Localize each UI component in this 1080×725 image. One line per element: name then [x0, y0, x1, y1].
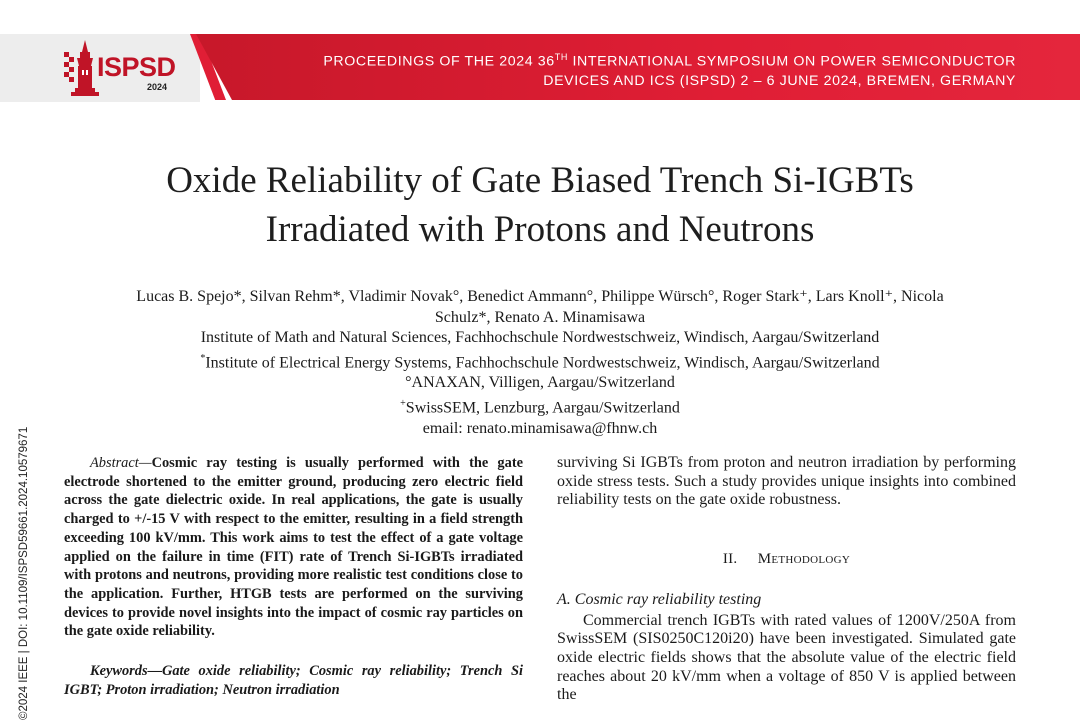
ispsd-logo — [63, 38, 187, 98]
paper-title — [60, 156, 1020, 254]
proceedings-banner-text — [256, 48, 1016, 91]
bremen-tower-icon — [63, 38, 99, 98]
authors-line-1: Lucas B. Spejo*, Silvan Rehm*, Vladimir Novak°, Benedict Ammann°, Philippe Würsch°, Roger Stark⁺, Lars Knoll⁺, Nicola — [136, 288, 944, 305]
author-block — [78, 287, 1002, 439]
title-line-2: Irradiated with Protons and Neutrons — [265, 209, 815, 250]
logo-text: ISPSD — [97, 52, 176, 82]
section-heading: II. Methodology — [722, 551, 851, 568]
proceedings-line-1: PROCEEDINGS OF THE 2024 36TH INTERNATIONAL SYMPOSIUM ON POWER SEMICONDUCTOR — [323, 52, 1016, 70]
authors-line-2: Schulz*, Renato A. Minamisawa — [434, 308, 646, 326]
doi-label: ©2024 IEEE | DOI: 10.1109/ISPSD59661.2024.10579671 — [18, 426, 30, 720]
left-column — [64, 454, 523, 699]
abstract-lead: Abstract— — [90, 455, 152, 471]
right-column — [557, 454, 1016, 705]
affiliation-4: +SwissSEM, Lenzburg, Aargau/Switzerland — [400, 397, 680, 417]
affiliation-3: °ANAXAN, Villigen, Aargau/Switzerland — [405, 374, 675, 392]
contact-email[interactable]: email: renato.minamisawa@fhnw.ch — [422, 419, 658, 437]
abstract — [64, 454, 523, 641]
proceedings-line-2: DEVICES AND ICS (ISPSD) 2 – 6 JUNE 2024, BREMEN, GERMANY — [543, 72, 1016, 89]
abstract-text: Cosmic ray testing is usually performed with the gate electrode shortened to the emitter ground, producing zero electric field across the gate dielectric oxide. In real applications, the gate is usually charged to +/-15 V with respect to the emitter, resulting in a field strength exceeding 100 kV/mm. This work aims to test the effect of a gate voltage applied on the failure in time (FIT) rate of Trench Si-IGBTs irradiated with protons and neutrons, providing more realistic test conditions close to the application. Further, HTGB tests are performed on the surviving devices to provide novel insights into the impact of cosmic ray particles on the gate oxide reliability. — [64, 455, 523, 640]
logo-year: 2024 — [147, 82, 168, 92]
intro-paragraph-tail: surviving Si IGBTs from proton and neutron irradiation by performing oxide stress tests. Such a study provides unique insights into combined reliability tests on the gate oxide robustness. — [557, 454, 1016, 509]
subsection-heading: A. Cosmic ray reliability testing — [557, 590, 762, 608]
methodology-paragraph: Commercial trench IGBTs with rated values of 1200V/250A from SwissSEM (SIS0250C120i20) have been investigated. Simulated gate oxide electric fields shows that the absolute value of the electric field reaches about 20 kV/mm when a voltage of 850 V is applied between the — [557, 611, 1016, 704]
affiliation-1: Institute of Math and Natural Sciences, Fachhochschule Nordwestschweiz, Windisch, Aargau/Switzerland — [200, 329, 880, 346]
keywords: Keywords—Gate oxide reliability; Cosmic ray reliability; Trench Si IGBT; Proton irradiation; Neutron irradiation — [64, 663, 523, 698]
title-line-1: Oxide Reliability of Gate Biased Trench Si-IGBTs — [166, 160, 914, 201]
affiliation-2: *Institute of Electrical Energy Systems, Fachhochschule Nordwestschweiz, Windisch, Aargau/Switzerland — [200, 352, 880, 371]
